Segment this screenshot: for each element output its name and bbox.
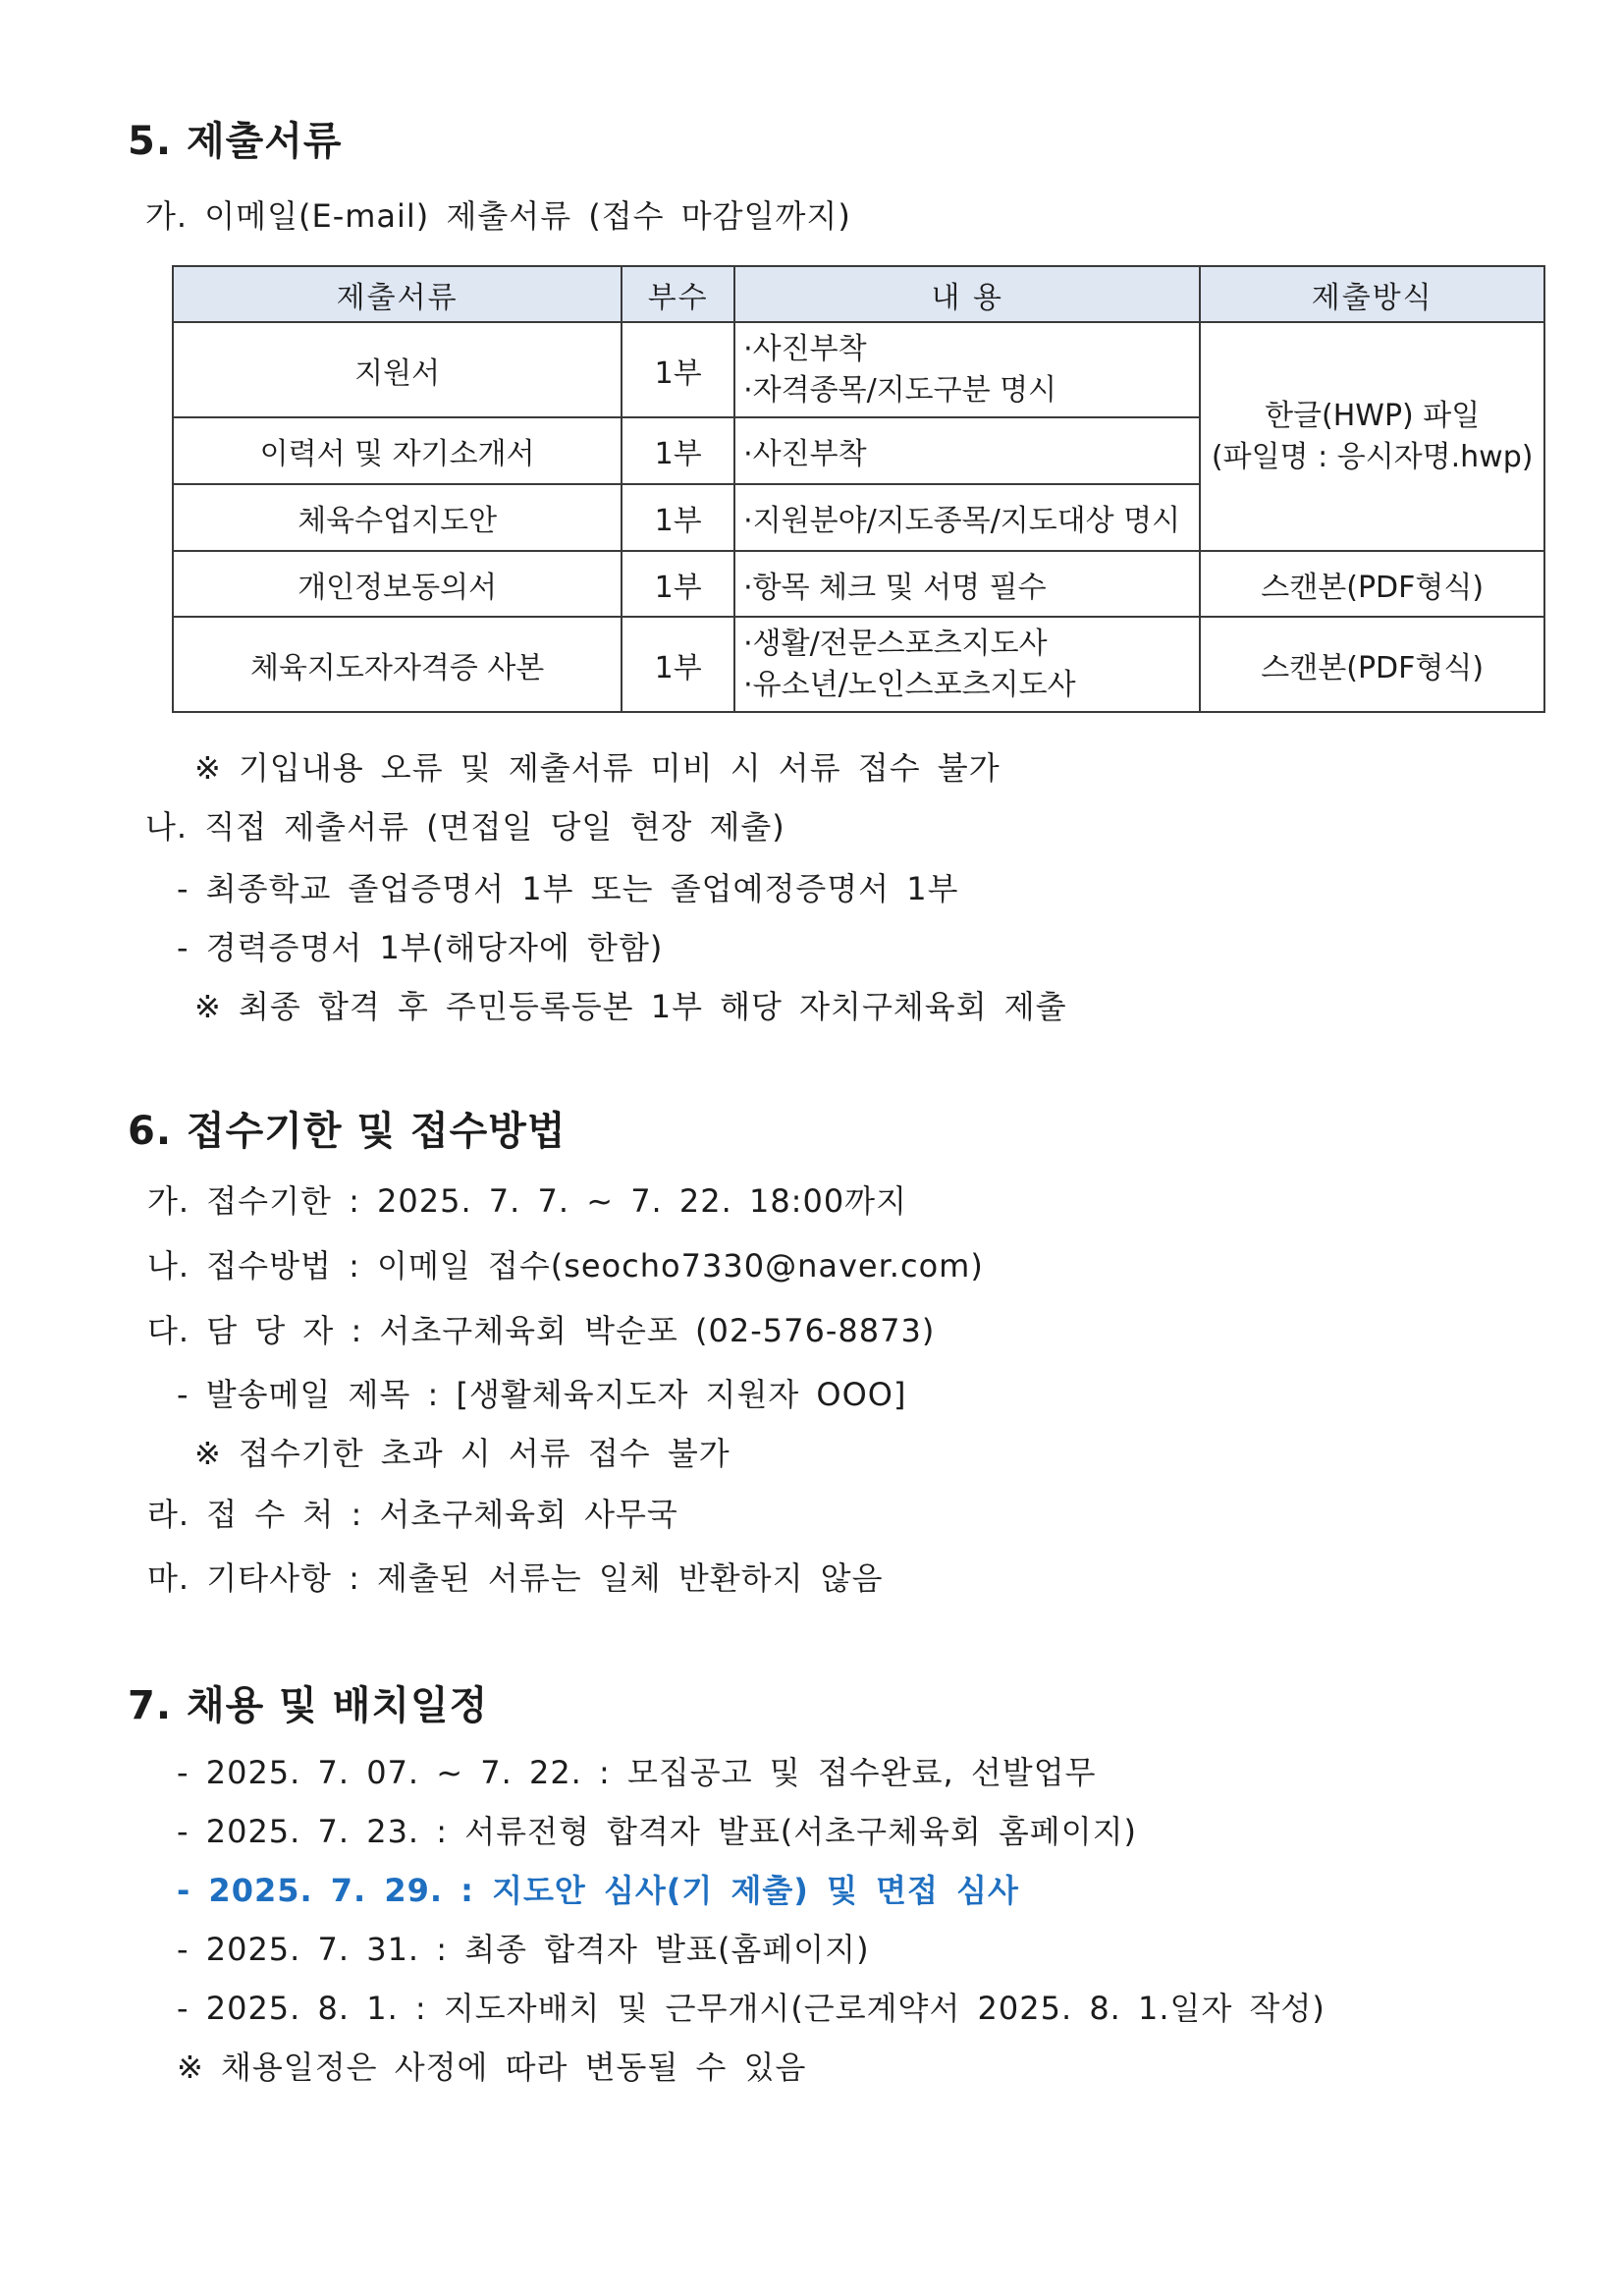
section5-na-item-1: - 최종학교 졸업증명서 1부 또는 졸업예정증명서 1부: [177, 870, 959, 907]
section6-item-da-sub: - 발송메일 제목 : [생활체육지도자 지원자 OOO]: [177, 1376, 907, 1413]
table-cell-content: [734, 617, 1200, 712]
table-header-cell: 내 용: [734, 266, 1200, 322]
method-line: 한글(HWP) 파일: [1265, 398, 1481, 433]
section6-item-da: 다. 담 당 자 : 서초구체육회 박순포 (02-576-8873): [147, 1312, 936, 1349]
content-line: ·자격종목/지도구분 명시: [743, 372, 1057, 408]
table-cell-content: ·사진부착: [734, 417, 1200, 484]
table-header-cell: 부수: [622, 266, 734, 322]
section5-note-1: ※ 기입내용 오류 및 제출서류 미비 시 서류 접수 불가: [194, 749, 1001, 787]
table-header-cell: 제출서류: [173, 266, 622, 322]
content-line: ·유소년/노인스포츠지도사: [743, 667, 1076, 702]
table-cell-count: 1부: [622, 484, 734, 551]
section6-title: 6. 접수기한 및 접수방법: [128, 1109, 567, 1154]
section5-subheading-na: 나. 직접 제출서류 (면접일 당일 현장 제출): [145, 808, 785, 846]
table-row: [173, 322, 1544, 417]
schedule-item-highlighted: - 2025. 7. 29. : 지도안 심사(기 제출) 및 면접 심사: [177, 1872, 1019, 1909]
table-cell-content: ·지원분야/지도종목/지도대상 명시: [734, 484, 1200, 551]
table-cell-method-merged: [1200, 322, 1544, 551]
table-row: [173, 617, 1544, 712]
section6-note: ※ 접수기한 초과 시 서류 접수 불가: [194, 1435, 730, 1472]
schedule-item: - 2025. 7. 23. : 서류전형 합격자 발표(서초구체육회 홈페이지): [177, 1813, 1138, 1850]
content-line: ·생활/전문스포츠지도사: [743, 626, 1048, 661]
content-line: ·사진부착: [743, 331, 867, 366]
table-header-cell: 제출방식: [1200, 266, 1544, 322]
table-cell-method: 스캔본(PDF형식): [1200, 551, 1544, 617]
table-cell-doc: 체육지도자자격증 사본: [173, 617, 622, 712]
table-cell-content: ·항목 체크 및 서명 필수: [734, 551, 1200, 617]
section5-title: 5. 제출서류: [128, 119, 343, 164]
schedule-item: - 2025. 8. 1. : 지도자배치 및 근무개시(근로계약서 2025. 8. 1.일자 작성): [177, 1990, 1325, 2027]
table-cell-content: [734, 322, 1200, 417]
section7-title: 7. 채용 및 배치일정: [128, 1683, 489, 1728]
submission-documents-table: [172, 265, 1545, 713]
table-row: [173, 551, 1544, 617]
section6-item-ra: 라. 접 수 처 : 서초구체육회 사무국: [147, 1496, 678, 1533]
method-line: (파일명 : 응시자명.hwp): [1211, 439, 1534, 474]
table-cell-count: 1부: [622, 551, 734, 617]
table-cell-count: 1부: [622, 322, 734, 417]
table-cell-doc: 체육수업지도안: [173, 484, 622, 551]
schedule-item: - 2025. 7. 07. ~ 7. 22. : 모집공고 및 접수완료, 선발업무: [177, 1754, 1097, 1791]
section6-item-ga: 가. 접수기한 : 2025. 7. 7. ~ 7. 22. 18:00까지: [147, 1182, 908, 1220]
table-cell-count: 1부: [622, 617, 734, 712]
table-cell-method: 스캔본(PDF형식): [1200, 617, 1544, 712]
section6-item-na: 나. 접수방법 : 이메일 접수(seocho7330@naver.com): [147, 1247, 984, 1285]
table-header-row: [173, 266, 1544, 322]
section6-item-ma: 마. 기타사항 : 제출된 서류는 일체 반환하지 않음: [147, 1559, 884, 1597]
section7-note: ※ 채용일정은 사정에 따라 변동될 수 있음: [177, 2049, 807, 2086]
schedule-item: - 2025. 7. 31. : 최종 합격자 발표(홈페이지): [177, 1931, 870, 1968]
table-cell-count: 1부: [622, 417, 734, 484]
section5-subheading-ga: 가. 이메일(E-mail) 제출서류 (접수 마감일까지): [145, 197, 851, 235]
section5-note-2: ※ 최종 합격 후 주민등록등본 1부 해당 자치구체육회 제출: [194, 988, 1067, 1025]
table-cell-doc: 개인정보동의서: [173, 551, 622, 617]
table-cell-doc: 이력서 및 자기소개서: [173, 417, 622, 484]
section5-na-item-2: - 경력증명서 1부(해당자에 한함): [177, 929, 664, 966]
table-cell-doc: 지원서: [173, 322, 622, 417]
